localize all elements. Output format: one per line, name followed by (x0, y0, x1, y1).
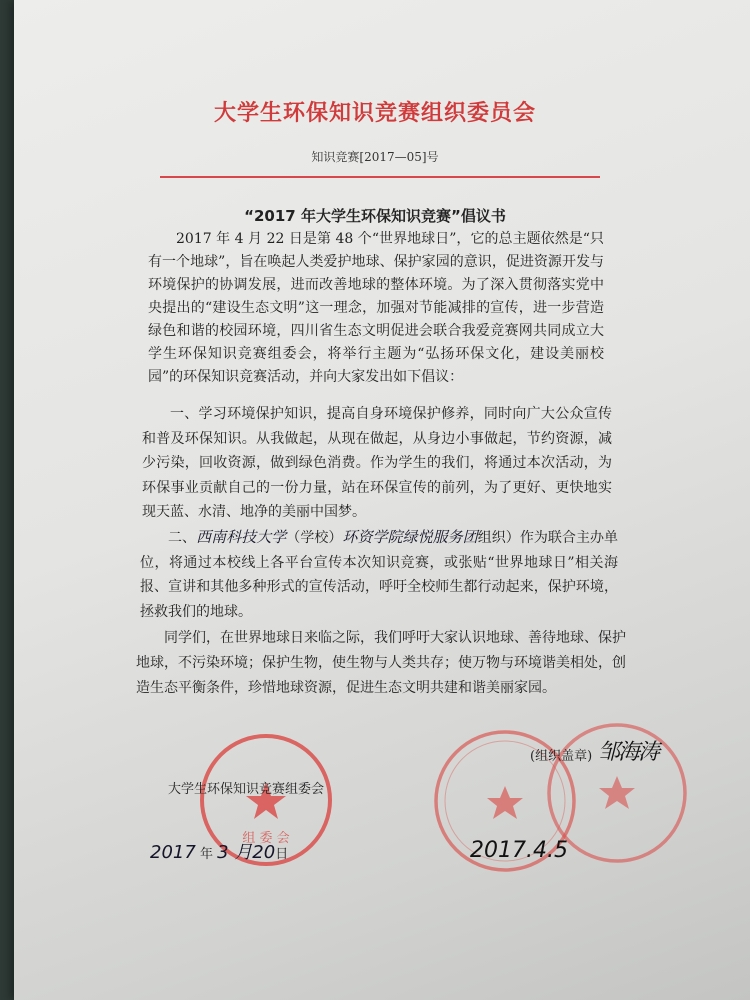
paragraph-point-1: 一、学习环境保护知识，提高自身环境保护修养，同时向广大公众宣传和普及环保知识。从我做起，从现在做起，从身边小事做起，节约资源，减少污染，回收资源，做到绿色消费。作为学生的我们，将通过本次活动，为环保事业贡献自己的一份力量，站在环保宣传的前列，为了更好、更快地实现天蓝、水清、地净的美丽中国梦。 (142, 406, 612, 520)
handwritten-month-day: 3 月20 (217, 842, 276, 863)
signing-date-left (150, 838, 288, 864)
handwritten-org-name: 环资学院绿悦服务团 (342, 528, 478, 546)
day-char: 日 (275, 847, 289, 862)
document-number: 知识竞赛[2017—05]号 (311, 150, 439, 164)
paragraph-intro: 2017 年 4 月 22 日是第 48 个“世界地球日”，它的总主题依然是“只有一个地球”，旨在唤起人类爱护地球、保护家园的意识，促进资源开发与环境保护的协调发展，进而改善地球的整体环境。为了深入贯彻落实党中央提出的“建设生态文明”这一理念，加强对节能减排的宣传，进一步营造绿色和谐的校园环境，四川省生态文明促进会联合我爱竞赛网共同成立大学生环保知识竞赛组委会，将举行主题为“弘扬环保文化，建设美丽校园”的环保知识竞赛活动，并向大家发出如下倡议： (148, 231, 604, 385)
year-char: 年 (199, 847, 213, 862)
paragraph-point-2 (140, 525, 618, 624)
handwritten-school-name: 西南科技大学 (196, 528, 287, 546)
seal-note: (组织盖章) (530, 749, 593, 764)
handwritten-date-right: 2017.4.5 (470, 838, 568, 863)
point-2-prefix: 二、 (168, 530, 197, 546)
org-title: 大学生环保知识竞赛组织委员会 (213, 101, 536, 126)
point-2-text: 作为联合主办单位，将通过本校线上各平台宣传本次知识竞赛，或张贴“世界地球日”相关海报、宣讲和其他多种形式的宣传活动，呼吁全校师生都行动起来，保护环境，拯救我们的地球。 (140, 530, 619, 620)
handwritten-year: 2017 (150, 842, 196, 863)
paragraph-closing: 同学们，在世界地球日来临之际，我们呼吁大家认识地球、善待地球、保护地球，不污染环境；保护生物，使生物与人类共存；使万物与环境谐美相处，创造生态平衡条件，珍惜地球资源，促进生态文明共建和谐美丽家园。 (136, 630, 626, 696)
signing-organization: 大学生环保知识竞赛组委会 (168, 782, 325, 797)
org-label: 组织） (477, 530, 520, 546)
school-label: （学校） (286, 530, 343, 546)
document-title: “2017 年大学生环保知识竞赛”倡议书 (244, 207, 506, 225)
red-divider (160, 176, 600, 178)
svg-text:组 委 会: 组 委 会 (242, 831, 290, 846)
handwritten-signature: 邹海涛 (598, 740, 659, 765)
